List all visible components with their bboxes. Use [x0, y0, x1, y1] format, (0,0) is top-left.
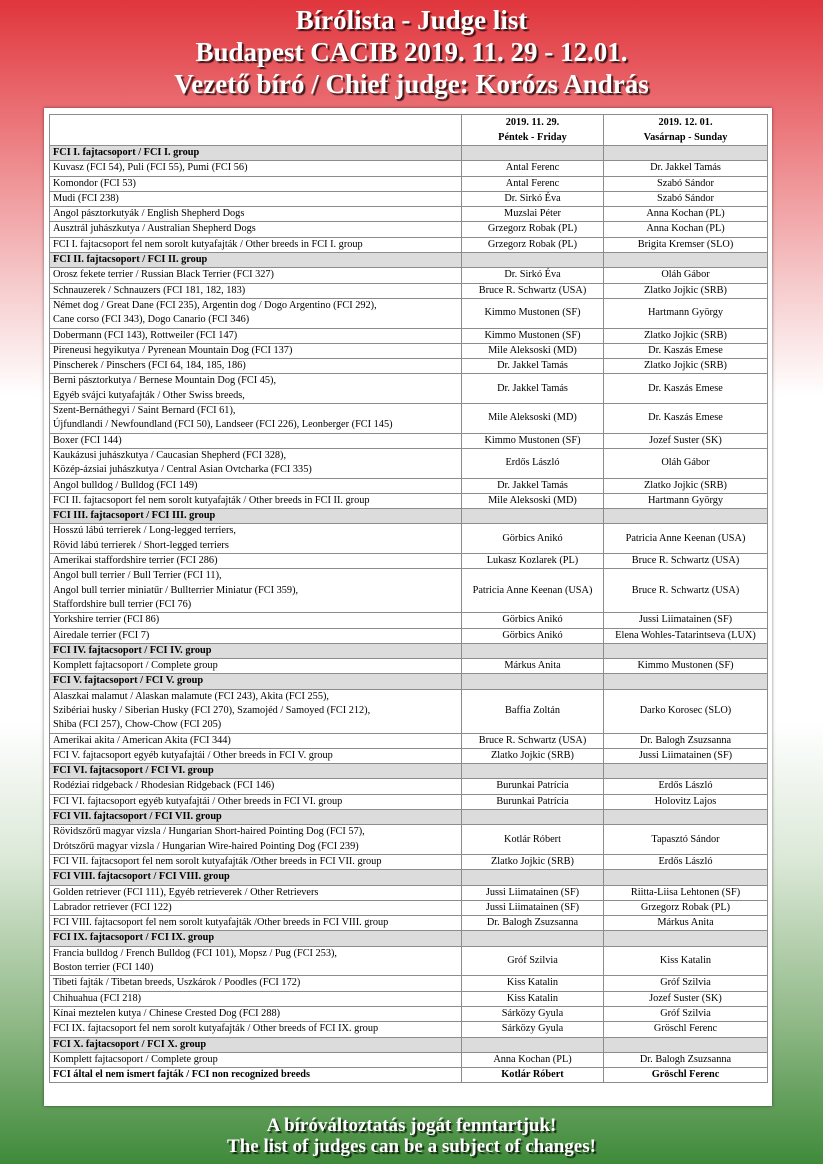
breed-line: Alaszkai malamut / Alaskan malamute (FCI 243), Akita (FCI 255),: [53, 690, 329, 702]
table-row: [50, 448, 768, 478]
breed-line: Orosz fekete terrier / Russian Black Terrier (FCI 327): [53, 269, 274, 281]
sunday-judge: Kiss Katalin: [604, 946, 768, 976]
friday-judge: Lukasz Kozlarek (PL): [462, 554, 604, 569]
group-empty-cell: [462, 146, 604, 161]
table-row: [50, 298, 768, 328]
friday-judge: Kotlár Róbert: [462, 825, 604, 855]
table-header-row: [50, 115, 768, 146]
breed-cell: [50, 161, 462, 176]
table-row: [50, 885, 768, 900]
table-row: [50, 478, 768, 493]
breed-line: Pireneusi hegyikutya / Pyrenean Mountain Dog (FCI 137): [53, 344, 293, 356]
group-label: FCI VII. fajtacsoport / FCI VII. group: [50, 810, 462, 825]
friday-judge: Antal Ferenc: [462, 161, 604, 176]
sunday-judge: Dr. Kaszás Emese: [604, 374, 768, 404]
group-label: FCI I. fajtacsoport / FCI I. group: [50, 146, 462, 161]
breed-cell: [50, 885, 462, 900]
judge-list-sheet: [44, 108, 772, 1106]
breed-line: Rodéziai ridgeback / Rhodesian Ridgeback (FCI 146): [53, 780, 275, 792]
sunday-judge: Kimmo Mustonen (SF): [604, 659, 768, 674]
table-row: [50, 900, 768, 915]
sunday-judge: Szabó Sándor: [604, 191, 768, 206]
friday-judge: Kimmo Mustonen (SF): [462, 298, 604, 328]
breed-line: Boston terrier (FCI 140): [53, 962, 154, 974]
friday-judge: Sárközy Gyula: [462, 1022, 604, 1037]
breed-line: Amerikai akita / American Akita (FCI 344): [53, 734, 231, 746]
table-row: [50, 237, 768, 252]
table-row: [50, 1006, 768, 1021]
breed-line: Komplett fajtacsoport / Complete group: [53, 660, 218, 672]
sunday-judge: Dr. Kaszás Emese: [604, 404, 768, 434]
table-row: [50, 328, 768, 343]
group-empty-cell: [604, 810, 768, 825]
breed-line: Rövidszőrű magyar vizsla / Hungarian Short-haired Pointing Dog (FCI 57),: [53, 826, 365, 838]
group-label: FCI X. fajtacsoport / FCI X. group: [50, 1037, 462, 1052]
breed-cell: [50, 794, 462, 809]
page-footer: [0, 1115, 823, 1157]
breed-line: FCI I. fajtacsoport fel nem sorolt kutyafajták / Other breeds in FCI I. group: [53, 238, 363, 250]
sunday-judge: Gröschl Ferenc: [604, 1022, 768, 1037]
friday-judge: Dr. Sirkó Éva: [462, 268, 604, 283]
breed-line: Pinscherek / Pinschers (FCI 64, 184, 185, 186): [53, 360, 246, 372]
sunday-judge: Hartmann György: [604, 298, 768, 328]
breed-cell: [50, 448, 462, 478]
table-row: [50, 343, 768, 358]
breed-cell: [50, 689, 462, 733]
title-line: Bírólista - Judge list: [295, 5, 528, 35]
table-row: [50, 659, 768, 674]
group-empty-cell: [604, 1037, 768, 1052]
friday-judge: Márkus Anita: [462, 659, 604, 674]
friday-date: 2019. 11. 29.: [505, 117, 560, 128]
friday-judge: Bruce R. Schwartz (USA): [462, 283, 604, 298]
breed-line: FCI VIII. fajtacsoport fel nem sorolt kutyafajták /Other breeds in FCI VIII. group: [53, 917, 389, 929]
breed-line: Dobermann (FCI 143), Rottweiler (FCI 147): [53, 329, 238, 341]
breed-cell: [50, 1022, 462, 1037]
sunday-judge: Erdős László: [604, 779, 768, 794]
sunday-judge: Dr. Balogh Zsuzsanna: [604, 733, 768, 748]
breed-line: Rövid lábú terrierek / Short-legged terriers: [53, 539, 229, 551]
breed-cell: [50, 478, 462, 493]
group-empty-cell: [462, 253, 604, 268]
group-header-row: [50, 931, 768, 946]
table-row: [50, 1052, 768, 1067]
sunday-judge: Tapasztó Sándor: [604, 825, 768, 855]
sunday-judge: Anna Kochan (PL): [604, 207, 768, 222]
group-label: FCI IV. fajtacsoport / FCI IV. group: [50, 643, 462, 658]
friday-judge: Kimmo Mustonen (SF): [462, 433, 604, 448]
breed-cell: [50, 659, 462, 674]
breed-line: FCI által el nem ismert fajták / FCI non recognized breeds: [53, 1069, 311, 1081]
table-row: [50, 222, 768, 237]
footer-notice-hu: A bíróváltoztatás jogát fenntartjuk!: [266, 1115, 557, 1136]
breed-line: Staffordshire bull terrier (FCI 76): [53, 598, 192, 610]
group-label: FCI VI. fajtacsoport / FCI VI. group: [50, 764, 462, 779]
table-row: [50, 916, 768, 931]
sunday-judge: Jozef Suster (SK): [604, 991, 768, 1006]
table-row: [50, 976, 768, 991]
table-row: [50, 404, 768, 434]
table-row: [50, 359, 768, 374]
group-header-row: [50, 643, 768, 658]
breed-cell: [50, 404, 462, 434]
breed-line: Újfundlandi / Newfoundland (FCI 50), Landseer (FCI 226), Leonberger (FCI 145): [53, 419, 393, 431]
breed-cell: [50, 733, 462, 748]
breed-line: Szibériai husky / Siberian Husky (FCI 270), Szamojéd / Samoyed (FCI 212),: [53, 704, 371, 716]
table-row: [50, 176, 768, 191]
sunday-date: 2019. 12. 01.: [658, 117, 713, 128]
group-header-row: [50, 674, 768, 689]
table-row: [50, 161, 768, 176]
friday-judge: Dr. Balogh Zsuzsanna: [462, 916, 604, 931]
breed-line: Amerikai staffordshire terrier (FCI 286): [53, 555, 218, 567]
friday-judge: Kotlár Róbert: [462, 1068, 604, 1083]
sunday-judge: Bruce R. Schwartz (USA): [604, 554, 768, 569]
breed-line: FCI V. fajtacsoport egyéb kutyafajtái / Other breeds in FCI V. group: [53, 749, 333, 761]
friday-column-header: [462, 115, 604, 146]
breed-cell: [50, 554, 462, 569]
group-header-row: [50, 810, 768, 825]
friday-judge: Sárközy Gyula: [462, 1006, 604, 1021]
table-row: [50, 374, 768, 404]
breed-cell: [50, 748, 462, 763]
sunday-judge: Zlatko Jojkic (SRB): [604, 328, 768, 343]
sunday-column-header: [604, 115, 768, 146]
footer-notice-en: The list of judges can be a subject of changes!: [227, 1136, 596, 1157]
breed-cell: [50, 207, 462, 222]
group-empty-cell: [604, 643, 768, 658]
friday-judge: Burunkai Patrícia: [462, 779, 604, 794]
breed-cell: [50, 900, 462, 915]
friday-judge: Kimmo Mustonen (SF): [462, 328, 604, 343]
group-empty-cell: [604, 870, 768, 885]
breed-cell: [50, 433, 462, 448]
friday-judge: Mile Aleksoski (MD): [462, 493, 604, 508]
chief-judge-line: Vezető bíró / Chief judge: Korózs András: [174, 69, 649, 99]
breed-line: Boxer (FCI 144): [53, 434, 122, 446]
group-header-row: [50, 509, 768, 524]
breed-line: Egyéb svájci kutyafajták / Other Swiss breeds,: [53, 389, 245, 401]
friday-judge: Zlatko Jojkic (SRB): [462, 748, 604, 763]
breed-line: Angol bull terrier / Bull Terrier (FCI 11),: [53, 570, 222, 582]
breed-line: FCI VI. fajtacsoport egyéb kutyafajtái / Other breeds in FCI VI. group: [53, 795, 343, 807]
sunday-judge: Dr. Kaszás Emese: [604, 343, 768, 358]
sunday-judge: Hartmann György: [604, 493, 768, 508]
sunday-judge: Gróf Szilvia: [604, 976, 768, 991]
breed-line: Francia bulldog / French Bulldog (FCI 101), Mopsz / Pug (FCI 253),: [53, 947, 338, 959]
breed-line: Labrador retriever (FCI 122): [53, 901, 172, 913]
sunday-label: Vasárnap - Sunday: [643, 132, 728, 143]
breed-cell: [50, 779, 462, 794]
sunday-judge: Jussi Liimatainen (SF): [604, 748, 768, 763]
sunday-judge: Elena Wohles-Tatarintseva (LUX): [604, 628, 768, 643]
table-row: [50, 854, 768, 869]
group-empty-cell: [462, 643, 604, 658]
friday-label: Péntek - Friday: [498, 132, 567, 143]
breed-line: Drótszőrű magyar vizsla / Hungarian Wire-haired Pointing Dog (FCI 239): [53, 840, 359, 852]
breed-line: Angol bull terrier miniatűr / Bullterrier Miniatur (FCI 359),: [53, 584, 299, 596]
breed-cell: [50, 328, 462, 343]
breed-line: Airedale terrier (FCI 7): [53, 629, 150, 641]
sunday-judge: Jozef Suster (SK): [604, 433, 768, 448]
judge-table: [49, 114, 768, 1083]
friday-judge: Baffia Zoltán: [462, 689, 604, 733]
friday-judge: Kiss Katalin: [462, 991, 604, 1006]
group-label: FCI VIII. fajtacsoport / FCI VIII. group: [50, 870, 462, 885]
sunday-judge: Dr. Balogh Zsuzsanna: [604, 1052, 768, 1067]
group-label: FCI IX. fajtacsoport / FCI IX. group: [50, 931, 462, 946]
sunday-judge: Bruce R. Schwartz (USA): [604, 569, 768, 613]
breed-line: Ausztrál juhászkutya / Australian Shepherd Dogs: [53, 223, 256, 235]
sunday-judge: Zlatko Jojkic (SRB): [604, 478, 768, 493]
friday-judge: Görbics Anikó: [462, 628, 604, 643]
table-row: [50, 569, 768, 613]
breed-cell: [50, 991, 462, 1006]
friday-judge: Dr. Sirkó Éva: [462, 191, 604, 206]
group-empty-cell: [604, 764, 768, 779]
table-row: [50, 283, 768, 298]
breed-cell: [50, 298, 462, 328]
table-body: [50, 146, 768, 1083]
breed-line: Angol pásztorkutyák / English Shepherd Dogs: [53, 208, 245, 220]
table-row: [50, 613, 768, 628]
breed-cell: [50, 374, 462, 404]
sunday-judge: Jussi Liimatainen (SF): [604, 613, 768, 628]
breed-cell: [50, 1052, 462, 1067]
friday-judge: Muzslai Péter: [462, 207, 604, 222]
breed-line: FCI II. fajtacsoport fel nem sorolt kutyafajták / Other breeds in FCI II. group: [53, 494, 370, 506]
breed-cell: [50, 976, 462, 991]
sunday-judge: Oláh Gábor: [604, 268, 768, 283]
breed-cell: [50, 1006, 462, 1021]
friday-judge: Mile Aleksoski (MD): [462, 404, 604, 434]
sunday-judge: Patricia Anne Keenan (USA): [604, 524, 768, 554]
page-header: [0, 4, 823, 100]
sunday-judge: Holovitz Lajos: [604, 794, 768, 809]
friday-judge: Görbics Anikó: [462, 613, 604, 628]
group-empty-cell: [604, 931, 768, 946]
group-header-row: [50, 253, 768, 268]
table-row: [50, 733, 768, 748]
breed-line: Komplett fajtacsoport / Complete group: [53, 1053, 218, 1065]
breed-line: Közép-ázsiai juhászkutya / Central Asian Ovtcharka (FCI 335): [53, 464, 312, 476]
sunday-judge: Gröschl Ferenc: [604, 1068, 768, 1083]
table-row: [50, 946, 768, 976]
breed-cell: [50, 191, 462, 206]
group-empty-cell: [604, 509, 768, 524]
breed-line: Szent-Bernáthegyi / Saint Bernard (FCI 61),: [53, 405, 236, 417]
group-header-row: [50, 146, 768, 161]
table-row: [50, 1022, 768, 1037]
friday-judge: Jussi Liimatainen (SF): [462, 900, 604, 915]
group-empty-cell: [462, 810, 604, 825]
sunday-judge: Brigita Kremser (SLO): [604, 237, 768, 252]
friday-judge: Anna Kochan (PL): [462, 1052, 604, 1067]
friday-judge: Bruce R. Schwartz (USA): [462, 733, 604, 748]
breed-cell: [50, 176, 462, 191]
breed-cell: [50, 359, 462, 374]
group-empty-cell: [604, 146, 768, 161]
breed-line: Komondor (FCI 53): [53, 177, 136, 189]
friday-judge: Dr. Jakkel Tamás: [462, 359, 604, 374]
breed-line: Kínai meztelen kutya / Chinese Crested Dog (FCI 288): [53, 1007, 281, 1019]
table-row: [50, 779, 768, 794]
sunday-judge: Oláh Gábor: [604, 448, 768, 478]
breed-cell: [50, 524, 462, 554]
friday-judge: Jussi Liimatainen (SF): [462, 885, 604, 900]
sunday-judge: Anna Kochan (PL): [604, 222, 768, 237]
group-label: FCI II. fajtacsoport / FCI II. group: [50, 253, 462, 268]
sunday-judge: Zlatko Jojkic (SRB): [604, 359, 768, 374]
breed-cell: [50, 283, 462, 298]
breed-cell: [50, 222, 462, 237]
breed-line: Shiba (FCI 257), Chow-Chow (FCI 205): [53, 719, 222, 731]
table-row: [50, 689, 768, 733]
breed-line: Kuvasz (FCI 54), Puli (FCI 55), Pumi (FCI 56): [53, 162, 248, 174]
group-header-row: [50, 764, 768, 779]
friday-judge: Zlatko Jojkic (SRB): [462, 854, 604, 869]
breed-cell: [50, 628, 462, 643]
sunday-judge: Márkus Anita: [604, 916, 768, 931]
table-row: [50, 1068, 768, 1083]
group-label: FCI III. fajtacsoport / FCI III. group: [50, 509, 462, 524]
breed-cell: [50, 343, 462, 358]
friday-judge: Görbics Anikó: [462, 524, 604, 554]
friday-judge: Burunkai Patrícia: [462, 794, 604, 809]
table-row: [50, 524, 768, 554]
table-row: [50, 991, 768, 1006]
friday-judge: Grzegorz Robak (PL): [462, 237, 604, 252]
sunday-judge: Gróf Szilvia: [604, 1006, 768, 1021]
sunday-judge: Darko Korosec (SLO): [604, 689, 768, 733]
sunday-judge: Dr. Jakkel Tamás: [604, 161, 768, 176]
group-empty-cell: [462, 1037, 604, 1052]
table-row: [50, 191, 768, 206]
group-empty-cell: [604, 674, 768, 689]
group-empty-cell: [462, 764, 604, 779]
breed-line: Tibeti fajták / Tibetan breeds, Uszkárok / Poodles (FCI 172): [53, 977, 301, 989]
group-empty-cell: [462, 674, 604, 689]
friday-judge: Dr. Jakkel Tamás: [462, 374, 604, 404]
table-row: [50, 554, 768, 569]
breed-line: Mudi (FCI 238): [53, 192, 119, 204]
table-row: [50, 748, 768, 763]
group-label: FCI V. fajtacsoport / FCI V. group: [50, 674, 462, 689]
group-header-row: [50, 1037, 768, 1052]
table-row: [50, 493, 768, 508]
breed-cell: [50, 825, 462, 855]
breed-cell: [50, 493, 462, 508]
breed-cell: [50, 916, 462, 931]
breed-line: Kaukázusi juhászkutya / Caucasian Shepherd (FCI 328),: [53, 449, 287, 461]
table-row: [50, 268, 768, 283]
breed-cell: [50, 1068, 462, 1083]
breed-line: Yorkshire terrier (FCI 86): [53, 614, 160, 626]
breed-line: Berni pásztorkutya / Bernese Mountain Dog (FCI 45),: [53, 375, 277, 387]
friday-judge: Mile Aleksoski (MD): [462, 343, 604, 358]
table-row: [50, 207, 768, 222]
friday-judge: Dr. Jakkel Tamás: [462, 478, 604, 493]
group-empty-cell: [462, 509, 604, 524]
breed-line: FCI IX. fajtacsoport fel nem sorolt kutyafajták / Other breeds of FCI IX. group: [53, 1023, 379, 1035]
sunday-judge: Szabó Sándor: [604, 176, 768, 191]
sunday-judge: Erdős László: [604, 854, 768, 869]
sunday-judge: Riitta-Liisa Lehtonen (SF): [604, 885, 768, 900]
breed-line: Hosszú lábú terrierek / Long-legged terriers,: [53, 525, 236, 537]
friday-judge: Antal Ferenc: [462, 176, 604, 191]
group-header-row: [50, 870, 768, 885]
breed-line: Golden retriever (FCI 111), Egyéb retrieverek / Other Retrievers: [53, 886, 319, 898]
breed-column-header: [50, 115, 462, 146]
breed-line: Német dog / Great Dane (FCI 235), Argentin dog / Dogo Argentino (FCI 292),: [53, 299, 377, 311]
event-line: Budapest CACIB 2019. 11. 29 - 12.01.: [195, 37, 628, 67]
table-row: [50, 433, 768, 448]
breed-line: Cane corso (FCI 343), Dogo Canario (FCI 346): [53, 314, 250, 326]
breed-line: Angol bulldog / Bulldog (FCI 149): [53, 479, 198, 491]
friday-judge: Gróf Szilvia: [462, 946, 604, 976]
breed-cell: [50, 854, 462, 869]
sunday-judge: Zlatko Jojkic (SRB): [604, 283, 768, 298]
table-row: [50, 628, 768, 643]
friday-judge: Kiss Katalin: [462, 976, 604, 991]
breed-line: Chihuahua (FCI 218): [53, 992, 142, 1004]
sunday-judge: Grzegorz Robak (PL): [604, 900, 768, 915]
breed-line: FCI VII. fajtacsoport fel nem sorolt kutyafajták /Other breeds in FCI VII. group: [53, 855, 382, 867]
breed-cell: [50, 613, 462, 628]
table-row: [50, 794, 768, 809]
group-empty-cell: [462, 870, 604, 885]
group-empty-cell: [604, 253, 768, 268]
breed-cell: [50, 268, 462, 283]
friday-judge: Grzegorz Robak (PL): [462, 222, 604, 237]
breed-cell: [50, 569, 462, 613]
friday-judge: Erdős László: [462, 448, 604, 478]
friday-judge: Patricia Anne Keenan (USA): [462, 569, 604, 613]
table-row: [50, 825, 768, 855]
breed-cell: [50, 237, 462, 252]
group-empty-cell: [462, 931, 604, 946]
breed-cell: [50, 946, 462, 976]
breed-line: Schnauzerek / Schnauzers (FCI 181, 182, 183): [53, 284, 246, 296]
